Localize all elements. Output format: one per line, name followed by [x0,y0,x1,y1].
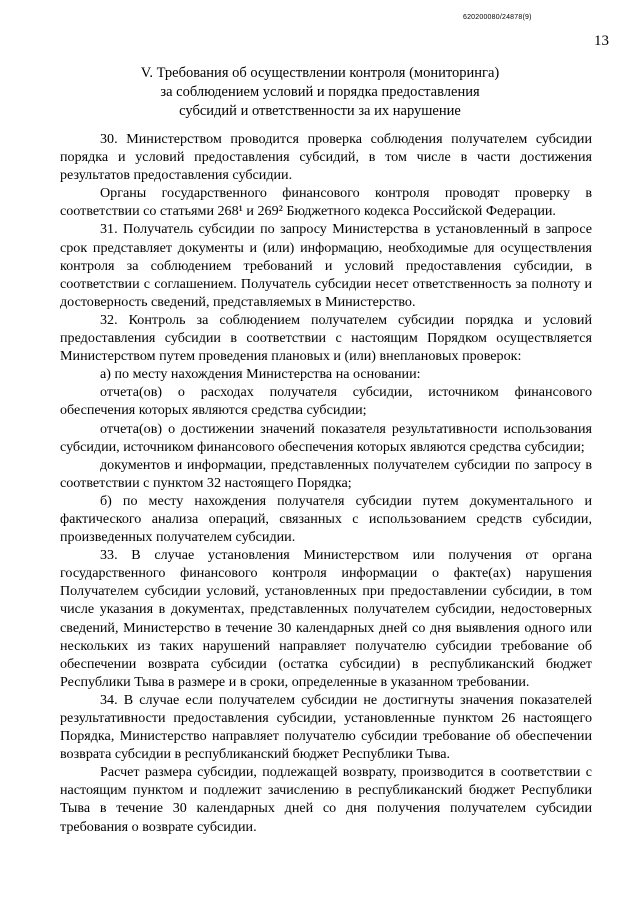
paragraph-32-b: б) по месту нахождения получателя субсидии путем документального и фактического анализа операций, связанных с использованием средств субсидии, произведенных получателем субсидии. [60,492,592,546]
paragraph-31: 31. Получатель субсидии по запросу Министерства в установленный в запросе срок представляет документы и (или) информацию, необходимые для осуществления контроля за соблюдением требований и условий предоставления субсидии, в соответствии с соглашением. Получатель субсидии несет ответственность за полноту и достоверность сведений, представляемых в Министерство. [60,221,592,310]
paragraph-documents-on-request: документов и информации, представленных получателем субсидии по запросу в соответствии с пунктом 32 настоящего Порядка; [60,456,592,491]
paragraph-32: 32. Контроль за соблюдением получателем субсидии порядка и условий предоставления субсидии в соответствии с настоящим Порядком осуществляется Министерством путем проведения плановых и (или) внеплановых проверок: [60,311,592,365]
document-body [60,130,592,836]
paragraph-expense-reports: отчета(ов) о расходах получателя субсидии, источником финансового обеспечения которых являются средства субсидии; [60,384,592,419]
section-title-line-1: V. Требования об осуществлении контроля (мониторинга) [140,65,500,81]
paragraph-33: 33. В случае установления Министерством или получения от органа государственного финансового контроля информации о факте(ах) нарушения Получателем субсидии условий, установленных при предоставлении субсидии, в том числе указания в документах, представленных получателем субсидии, недостоверных сведений, Министерство в течение 30 календарных дней со дня выявления одного или нескольких из таких нарушений направляет получателю субсидии требование об обеспечении возврата субсидии (остатка субсидии) в республиканский бюджет Республики Тыва в размере и в сроки, определенные в указанном требовании. [60,547,592,690]
paragraph-32-a: а) по месту нахождения Министерства на основании: [100,366,421,383]
document-code: 620200080/24878(9) [463,14,532,21]
paragraph-34: 34. В случае если получателем субсидии не достигнуты значения показателей результативности предоставления субсидии, установленные пунктом 26 настоящего Порядка, Министерство направляет получателю субсидии требование об обеспечении возврата субсидии в республиканский бюджет Республики Тыва. [60,691,592,763]
page-number: 13 [594,33,609,49]
section-title-line-2: за соблюдением условий и порядка предоставления [160,84,480,100]
paragraph-performance-reports: отчета(ов) о достижении значений показателя результативности использования субсидии, источником финансового обеспечения которых являются средства субсидии; [60,420,592,455]
paragraph-refund-calculation: Расчет размера субсидии, подлежащей возврату, производится в соответствии с настоящим пунктом и подлежит зачислению в республиканский бюджет Республики Тыва в течение 30 календарных дней со дня получения получателем субсидии требования о возврате субсидии. [60,764,592,835]
section-title-line-3: субсидий и ответственности за их нарушение [179,103,461,119]
section-title [60,64,580,121]
paragraph-30: 30. Министерством проводится проверка соблюдения получателем субсидии порядка и условий предоставления субсидий, в том числе в части достижения результатов предоставления субсидии. [60,131,592,184]
paragraph-audit-bodies: Органы государственного финансового контроля проводят проверку в соответствии со статьями 268¹ и 269² Бюджетного кодекса Российской Федерации. [60,185,592,220]
